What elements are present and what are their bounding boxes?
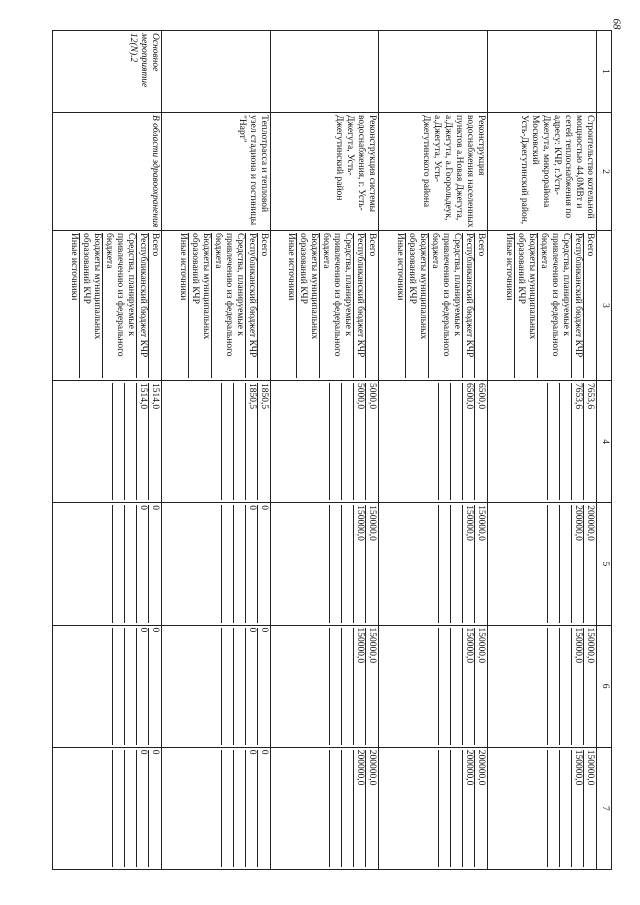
measure-name-text: В области здравоохранения <box>149 115 160 228</box>
funding-source: Средства, планируемые к привлечению из федерального бюджета <box>428 233 462 378</box>
value-cell <box>53 747 162 869</box>
funding-source: Всего <box>148 233 160 378</box>
value: 0 <box>148 750 160 867</box>
value <box>233 383 245 500</box>
funding-source: Республиканский бюджет КЧР <box>245 233 257 378</box>
value-cell <box>488 381 597 503</box>
value <box>536 505 547 622</box>
funding-source: Бюджеты муниципальных образований КЧР <box>188 233 211 378</box>
value: 200000,0 <box>365 750 377 867</box>
value <box>124 383 136 500</box>
value: 1514,0 <box>136 383 148 500</box>
value <box>112 505 124 622</box>
funding-source: Республиканский бюджет КЧР <box>462 233 474 378</box>
header-cell: 7 <box>597 747 612 869</box>
value-cell <box>161 625 270 747</box>
header-cell: 2 <box>597 113 612 231</box>
funding-source: Средства, планируемые к привлечению из федерального бюджета <box>102 233 136 378</box>
value <box>112 628 124 745</box>
measure-name-extra: Усть-Джегутинский район, <box>519 115 529 225</box>
value: 150000,0 <box>462 628 474 745</box>
value <box>233 750 245 867</box>
value <box>210 383 221 500</box>
value: 0 <box>257 505 269 622</box>
funding-source: Иные источники <box>68 233 79 301</box>
funding-source: Средства, планируемые к привлечению из федерального бюджета <box>537 233 571 378</box>
value <box>318 383 329 500</box>
value <box>341 750 353 867</box>
funding-sources <box>379 231 488 381</box>
table-row <box>379 31 488 870</box>
value: 1850,5 <box>245 383 257 500</box>
value <box>221 383 233 500</box>
value-cell <box>270 381 379 503</box>
value <box>101 383 112 500</box>
value: 150000,0 <box>474 628 486 745</box>
value-cell <box>53 381 162 503</box>
measure-label: Основное мероприятие 12(N).2 <box>53 31 162 113</box>
table-row <box>270 31 379 870</box>
budget-table-sheet <box>52 30 612 870</box>
value-cell <box>379 381 488 503</box>
value: 150000,0 <box>353 628 365 745</box>
value-cell <box>53 625 162 747</box>
funding-sources <box>53 231 162 381</box>
value <box>101 750 112 867</box>
value: 150000,0 <box>583 628 595 745</box>
value <box>112 383 124 500</box>
header-cell: 1 <box>597 31 612 113</box>
header-row <box>597 31 612 870</box>
value-cell <box>379 503 488 625</box>
value-cell <box>161 747 270 869</box>
measure-label <box>379 31 488 113</box>
funding-source: Республиканский бюджет КЧР <box>353 233 365 378</box>
budget-table <box>52 30 612 870</box>
measure-name-text: Реконструкция водоснабжения населенных пунктов а.Новая Джегута, а.Джегута, а.Гоорольдеук, а.Джегута, Усть-Джегутинского района <box>421 115 487 228</box>
funding-source: Иные источники <box>286 233 297 301</box>
value-cell <box>488 625 597 747</box>
value <box>438 628 450 745</box>
value <box>210 628 221 745</box>
value: 150000,0 <box>474 505 486 622</box>
value <box>101 505 112 622</box>
measure-name <box>161 113 270 231</box>
value <box>124 505 136 622</box>
funding-source: Бюджеты муниципальных образований КЧР <box>296 233 319 378</box>
value <box>427 750 438 867</box>
value <box>233 505 245 622</box>
value-cell <box>270 747 379 869</box>
value <box>559 750 571 867</box>
value-cell <box>488 503 597 625</box>
value: 0 <box>136 628 148 745</box>
value <box>559 505 571 622</box>
header-cell: 4 <box>597 381 612 503</box>
measure-name-text: Строительство котельной мощностью 44,0МВт и сетей теплоснабжения по адресу: КЧР, г.Усть-Джегута, микрорайона Московский <box>530 115 595 219</box>
funding-source: Бюджеты муниципальных образований КЧР <box>405 233 428 378</box>
value: 200000,0 <box>462 750 474 867</box>
value <box>329 383 341 500</box>
value <box>547 383 559 500</box>
funding-source: Республиканский бюджет КЧР <box>571 233 583 378</box>
measure-name <box>53 113 162 231</box>
value-cell <box>161 381 270 503</box>
value: 0 <box>148 505 160 622</box>
measure-name <box>488 113 597 231</box>
value: 5000,0 <box>353 383 365 500</box>
table-row <box>53 31 162 870</box>
value-cell <box>379 747 488 869</box>
funding-source: Бюджеты муниципальных образований КЧР <box>79 233 102 378</box>
value-cell <box>270 503 379 625</box>
value <box>329 505 341 622</box>
value: 200000,0 <box>583 505 595 622</box>
value <box>559 383 571 500</box>
value <box>124 628 136 745</box>
value-cell <box>488 747 597 869</box>
value <box>547 628 559 745</box>
value <box>124 750 136 867</box>
value: 7653,6 <box>571 383 583 500</box>
page-number: 68 <box>610 18 623 30</box>
funding-sources <box>270 231 379 381</box>
value <box>341 628 353 745</box>
value <box>450 505 462 622</box>
value <box>427 505 438 622</box>
value <box>101 628 112 745</box>
value <box>438 505 450 622</box>
value: 6500,0 <box>462 383 474 500</box>
funding-source: Всего <box>365 233 377 378</box>
measure-label <box>270 31 379 113</box>
value: 150000,0 <box>353 505 365 622</box>
value <box>559 628 571 745</box>
funding-source: Средства, планируемые к привлечению из федерального бюджета <box>319 233 353 378</box>
value: 0 <box>245 628 257 745</box>
value <box>221 750 233 867</box>
value <box>221 628 233 745</box>
value-cell <box>379 625 488 747</box>
value: 1514,0 <box>148 383 160 500</box>
value: 150000,0 <box>365 628 377 745</box>
value <box>221 505 233 622</box>
value: 150000,0 <box>365 505 377 622</box>
value <box>536 750 547 867</box>
header-cell: 5 <box>597 503 612 625</box>
funding-source: Всего <box>583 233 595 378</box>
value <box>547 505 559 622</box>
value <box>450 750 462 867</box>
value <box>547 750 559 867</box>
value <box>438 383 450 500</box>
value <box>233 628 245 745</box>
funding-source: Всего <box>474 233 486 378</box>
value: 0 <box>136 505 148 622</box>
funding-source: Иные источники <box>504 233 514 301</box>
value <box>210 750 221 867</box>
measure-name <box>379 113 488 231</box>
value <box>318 628 329 745</box>
value: 150000,0 <box>571 750 583 867</box>
value <box>450 628 462 745</box>
value: 150000,0 <box>583 750 595 867</box>
value <box>329 628 341 745</box>
funding-source: Иные источники <box>177 233 188 301</box>
value-cell <box>53 503 162 625</box>
header-cell: 6 <box>597 625 612 747</box>
value-cell <box>161 503 270 625</box>
value: 150000,0 <box>571 628 583 745</box>
header-cell: 3 <box>597 231 612 381</box>
value: 0 <box>245 750 257 867</box>
value <box>341 505 353 622</box>
value <box>438 750 450 867</box>
funding-sources <box>488 231 597 381</box>
value: 150000,0 <box>462 505 474 622</box>
value: 0 <box>136 750 148 867</box>
funding-source: Всего <box>257 233 269 378</box>
value <box>450 383 462 500</box>
value <box>536 383 547 500</box>
measure-label <box>161 31 270 113</box>
value <box>427 628 438 745</box>
value <box>112 750 124 867</box>
value: 0 <box>257 628 269 745</box>
value: 200000,0 <box>571 505 583 622</box>
value <box>427 383 438 500</box>
funding-source: Бюджеты муниципальных образований КЧР <box>514 233 537 378</box>
value: 6500,0 <box>474 383 486 500</box>
value <box>329 750 341 867</box>
value: 0 <box>257 750 269 867</box>
value: 0 <box>245 505 257 622</box>
value <box>341 383 353 500</box>
table-row <box>488 31 597 870</box>
value <box>536 628 547 745</box>
funding-sources <box>161 231 270 381</box>
value: 200000,0 <box>474 750 486 867</box>
measure-label <box>488 31 597 113</box>
value: 200000,0 <box>353 750 365 867</box>
measure-name <box>270 113 379 231</box>
funding-source: Средства, планируемые к привлечению из федерального бюджета <box>211 233 245 378</box>
value: 1850,5 <box>257 383 269 500</box>
value <box>318 750 329 867</box>
measure-name-text: Теплотрасса и тепловой узел стадиона и гостиницы "Нарт" <box>236 115 269 226</box>
value: 5000,0 <box>365 383 377 500</box>
value <box>318 505 329 622</box>
table-row <box>161 31 270 870</box>
funding-source: Иные источники <box>395 233 406 301</box>
value <box>210 505 221 622</box>
value: 0 <box>148 628 160 745</box>
value: 7653,6 <box>583 383 595 500</box>
measure-name-text: Реконструкция системы водоснабжения, г. Усть-Джегута, Усть-Джегутинский район <box>334 115 378 213</box>
funding-source: Республиканский бюджет КЧР <box>136 233 148 378</box>
value-cell <box>270 625 379 747</box>
